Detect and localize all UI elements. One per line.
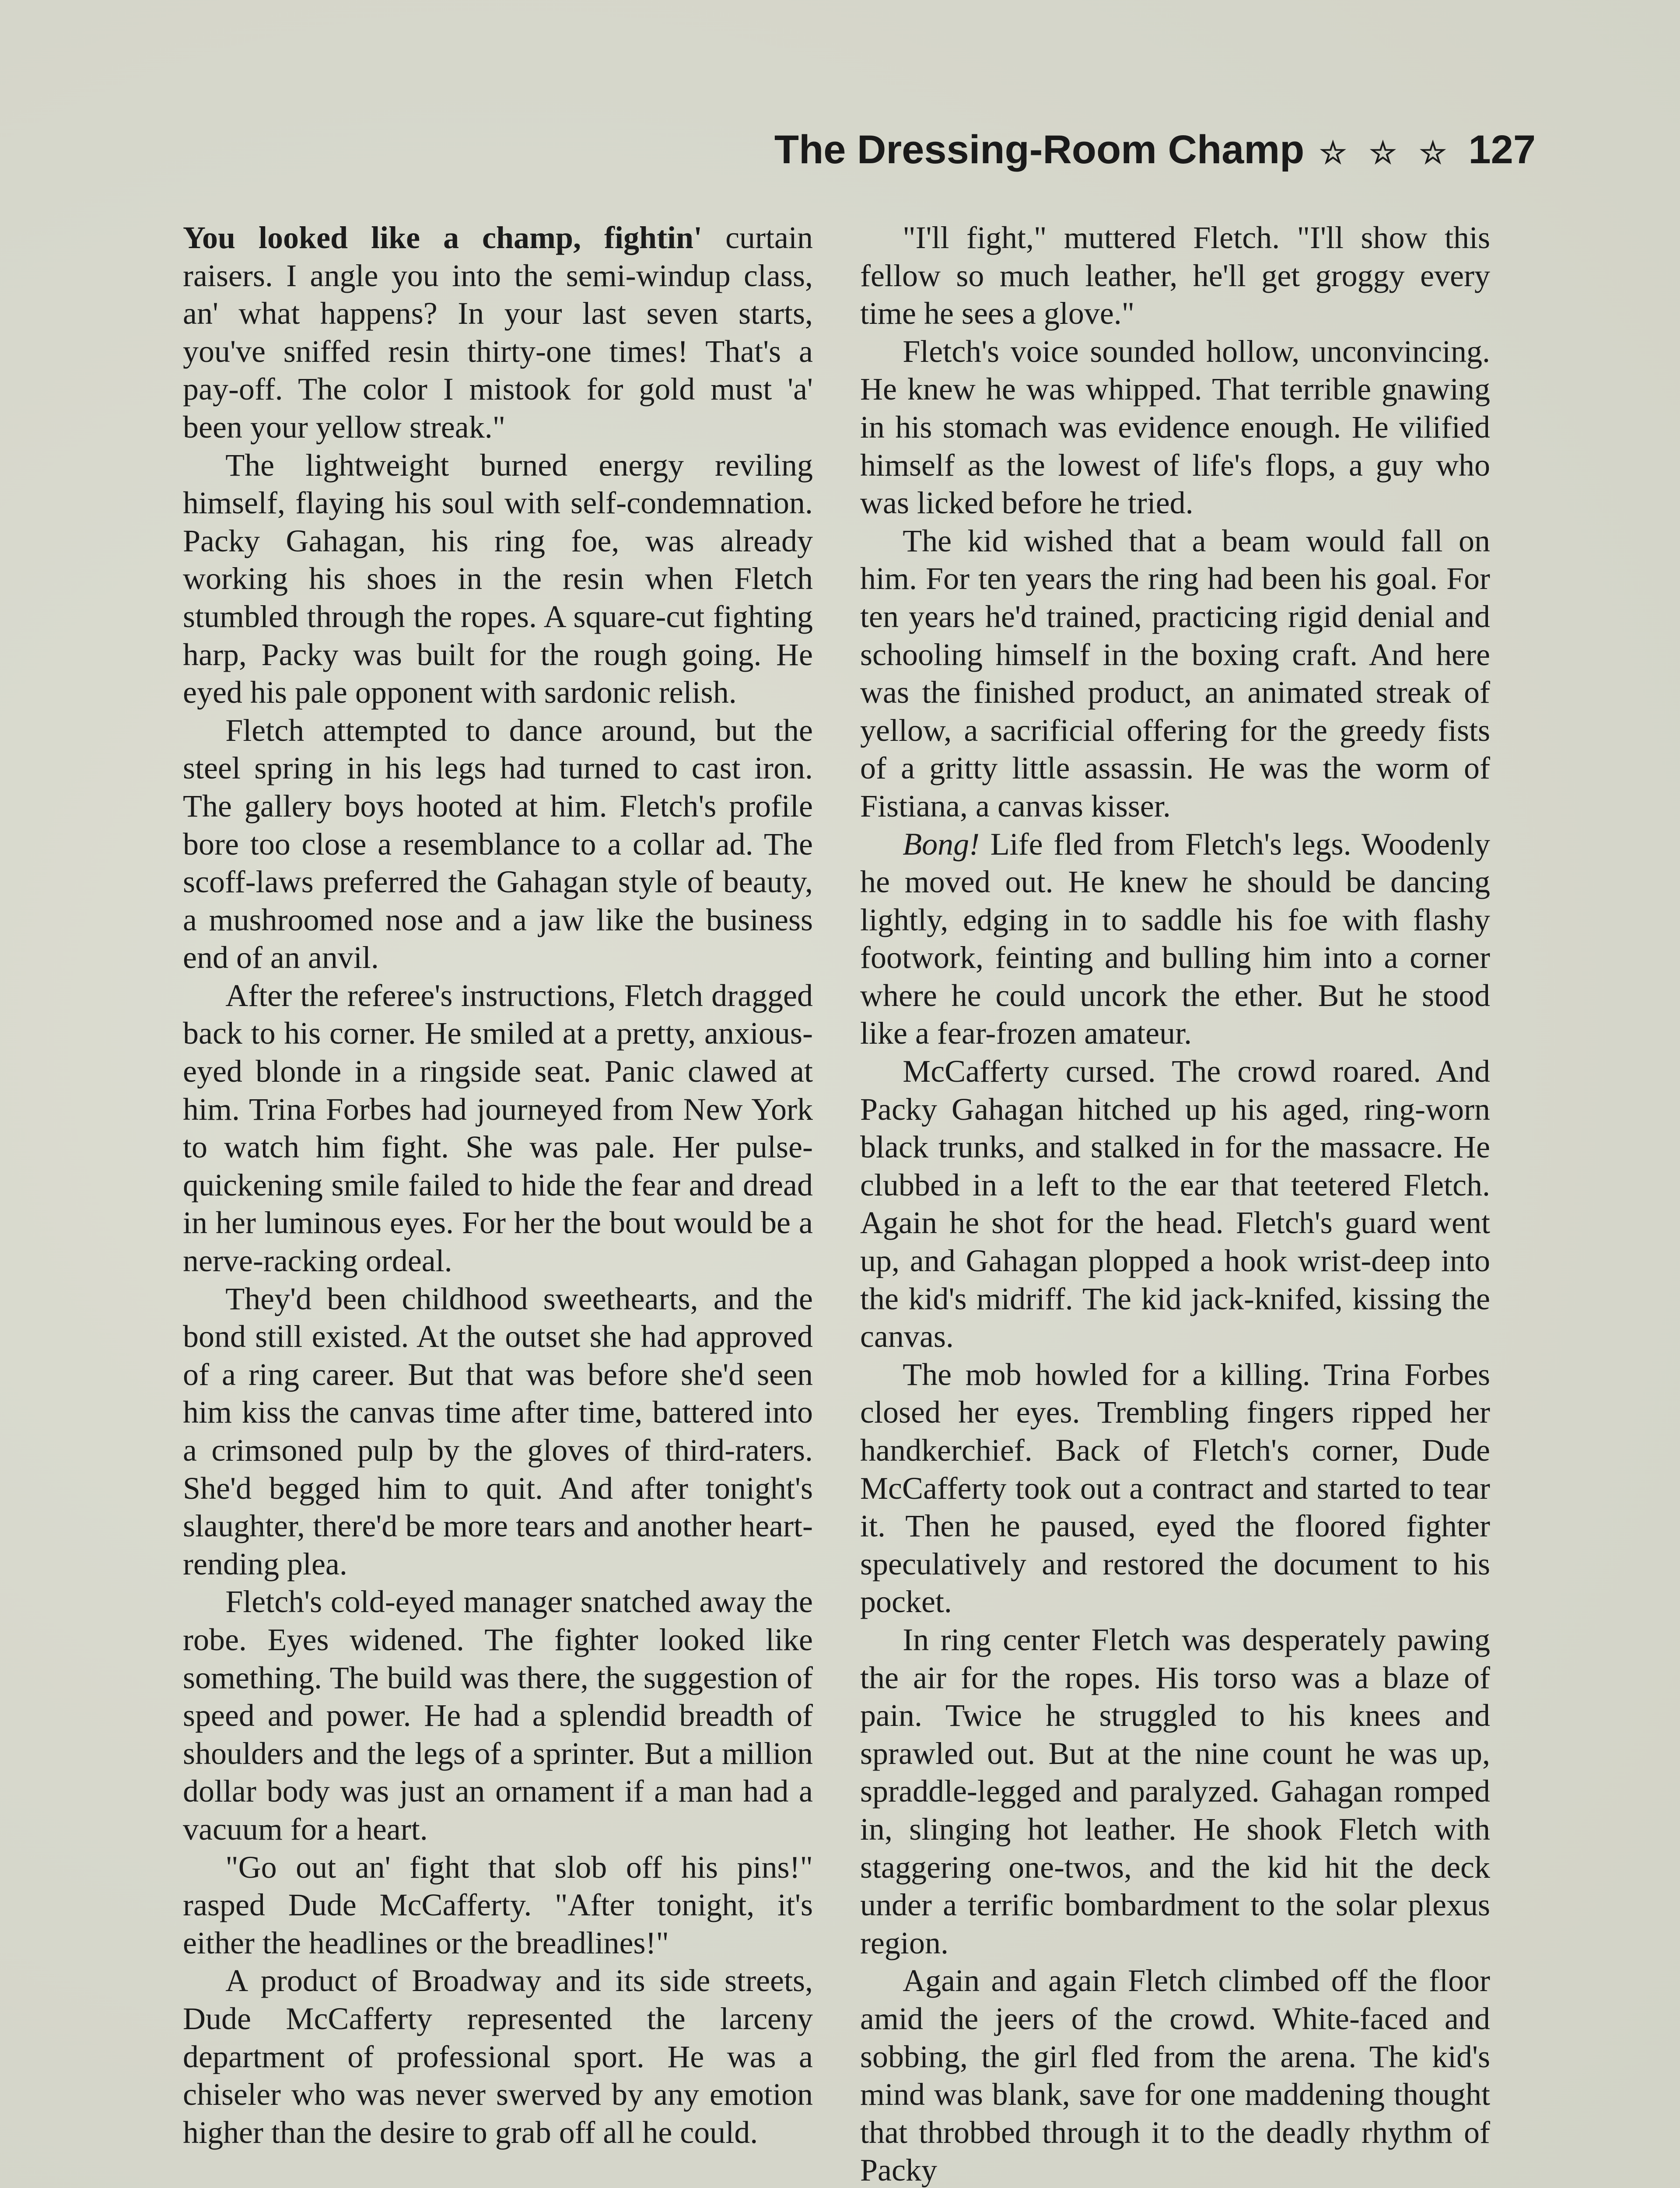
paragraph: McCafferty cursed. The crowd roared. And Packy Gahagan hitched up his aged, ring-worn black trunks, and stalked in for the massacre. He clubbed in a left to the ear that teetered Fletch. Again he shot for the head. Fletch's guard went up, and Gahagan plopped a hook wrist-deep into the kid's midriff. The kid jack-knifed, kissing the canvas. — [860, 1054, 1490, 1354]
paragraph: They'd been childhood sweethearts, and the bond still existed. At the outset she had approved of a ring career. But that was before she'd seen him kiss the canvas time after time, battered into a crimsoned pulp by the gloves of third-raters. She'd begged him to quit. And after tonight's slaughter, there'd be more tears and another heart-rending plea. — [183, 1281, 813, 1581]
paragraph: A product of Broadway and its side streets, Dude McCafferty represented the larceny department of professional sport. He was a chiseler who was never swerved by any emotion higher than the desire to grab off all he could. — [183, 1963, 813, 2150]
paragraph: "Go out an' fight that slob off his pins!" rasped Dude McCafferty. "After tonight, it's either the headlines or the breadlines!" — [183, 1849, 813, 1960]
story-title: The Dressing-Room Champ — [774, 127, 1305, 172]
paragraph: Again and again Fletch climbed off the floor amid the jeers of the crowd. White-faced and sobbing, the girl fled from the arena. The kid's mind was blank, save for one maddening thought that throbbed through it to the deadly rhythm of Packy — [860, 1963, 1490, 2188]
star-ornaments: ☆ ☆ ☆ — [1319, 136, 1454, 170]
bold-lead-text: You looked like a champ, fightin' — [183, 220, 703, 255]
paragraph: The kid wished that a beam would fall on him. For ten years the ring had been his goal. For ten years he'd trained, practicing rigid denial and schooling himself in the boxing craft. And here was the finished product, an animated streak of yellow, a sacrificial offering for the greedy fists of a gritty little assassin. He was the worm of Fistiana, a canvas kisser. — [860, 523, 1490, 824]
paragraph: Fletch's voice sounded hollow, unconvincing. He knew he was whipped. That terrible gnawing in his stomach was evidence enough. He vilified himself as the lowest of life's flops, a guy who was licked before he tried. — [860, 333, 1490, 521]
paragraph: The lightweight burned energy reviling himself, flaying his soul with self-condemnation. Packy Gahagan, his ring foe, was already working his shoes in the resin when Fletch stumbled through the ropes. A square-cut fighting harp, Packy was built for the rough going. He eyed his pale opponent with sardonic relish. — [183, 447, 813, 710]
paragraph: Fletch's cold-eyed manager snatched away the robe. Eyes widened. The fighter looked like something. The build was there, the suggestion of speed and power. He had a splendid breadth of shoulders and the legs of a sprinter. But a million dollar body was just an ornament if a man had a vacuum for a heart. — [183, 1584, 813, 1847]
paragraph — [183, 219, 813, 446]
paragraph: Fletch attempted to dance around, but the steel spring in his legs had turned to cast iron. The gallery boys hooted at him. Fletch's profile bore too close a resemblance to a collar ad. The scoff-laws preferred the Gahagan style of beauty, a mushroomed nose and a jaw like the business end of an anvil. — [183, 712, 813, 975]
paragraph: In ring center Fletch was desperately pawing the air for the ropes. His torso was a blaze of pain. Twice he struggled to his knees and sprawled out. But at the nine count he was up, spraddle-legged and paralyzed. Gahagan romped in, slinging hot leather. He shook Fletch with staggering one-twos, and the kid hit the deck under a terrific bombardment to the solar plexus region. — [860, 1622, 1490, 1960]
paragraph: After the referee's instructions, Fletch dragged back to his corner. He smiled at a pretty, anxious-eyed blonde in a ringside seat. Panic clawed at him. Trina Forbes had journeyed from New York to watch him fight. She was pale. Her pulse-quickening smile failed to hide the fear and dread in her luminous eyes. For her the bout would be a nerve-racking ordeal. — [183, 978, 813, 1279]
paragraph — [860, 825, 1490, 1053]
right-column — [860, 219, 1490, 2188]
italic-interjection: Bong! — [903, 826, 980, 862]
paragraph: The mob howled for a killing. Trina Forbes closed her eyes. Trembling fingers ripped her handkerchief. Back of Fletch's corner, Dude McCafferty took out a contract and started to tear it. Then he paused, eyed the floored fighter speculatively and restored the document to his pocket. — [860, 1357, 1490, 1620]
paragraph: "I'll fight," muttered Fletch. "I'll show this fellow so much leather, he'll get groggy every time he sees a glove." — [860, 220, 1490, 331]
paragraph-text: Life fled from Fletch's legs. Woodenly he moved out. He knew he should be dancing lightly, edging in to saddle his foe with flashy footwork, feinting and bulling him into a corner where he could uncork the ether. But he stood like a fear-frozen amateur. — [860, 826, 1490, 1051]
page-number: 127 — [1468, 127, 1536, 172]
running-header — [774, 127, 1536, 173]
paragraph-text: curtain raisers. I angle you into the semi-windup class, an' what happens? In your last seven starts, you've sniffed resin thirty-one times! That's a pay-off. The color I mistook for gold must 'a' been your yellow streak." — [183, 220, 813, 445]
left-column — [183, 219, 813, 2151]
